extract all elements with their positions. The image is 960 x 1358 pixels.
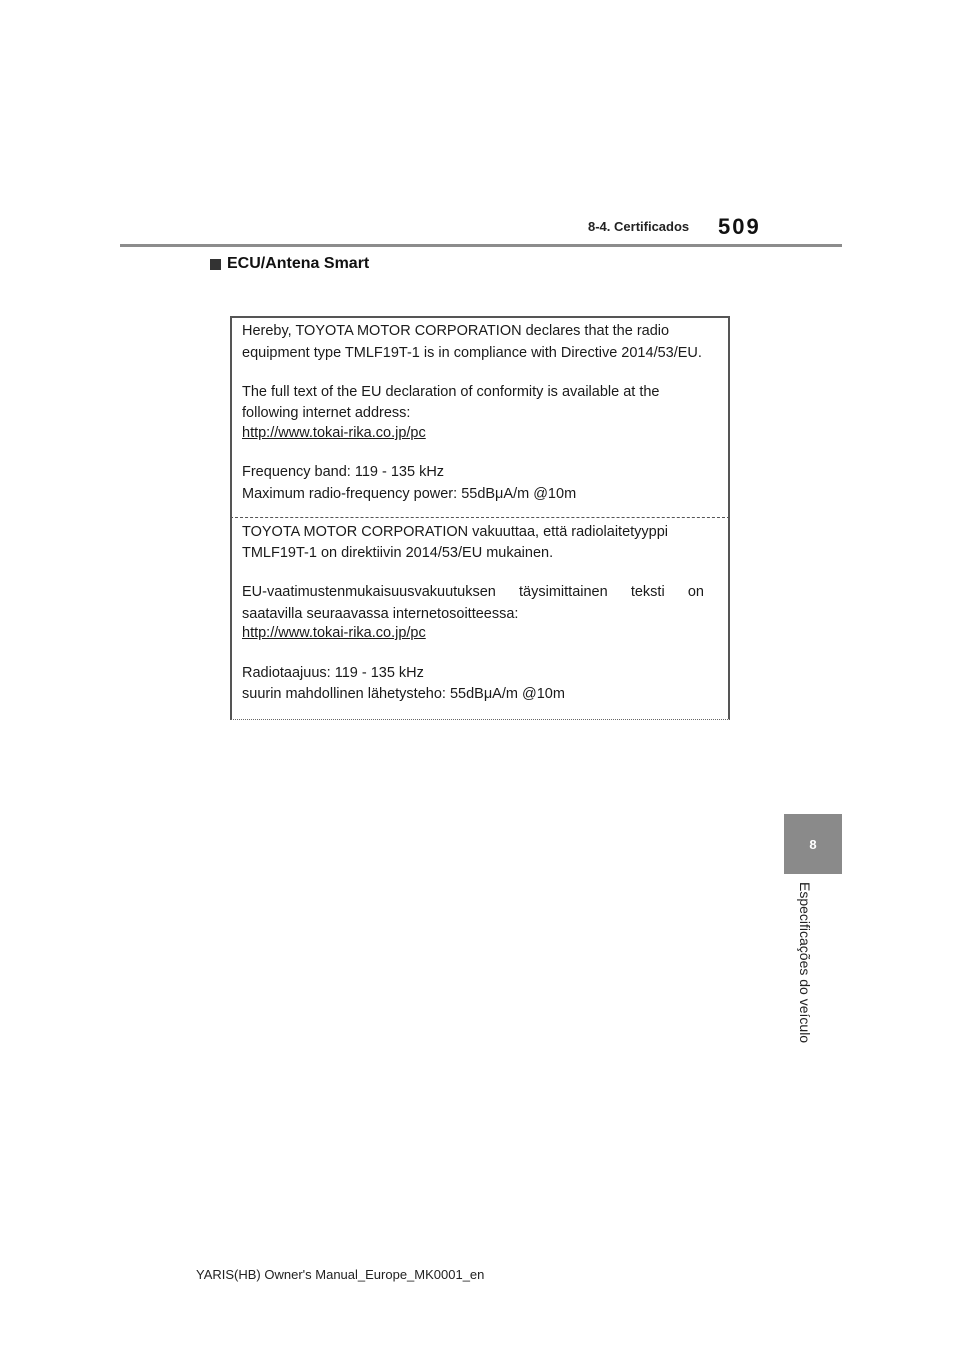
- en-url-link[interactable]: http://www.tokai-rika.co.jp/pc: [242, 425, 426, 441]
- fi-conformity-line1: [242, 584, 704, 600]
- page-number: 509: [718, 214, 761, 239]
- chapter-tab-label: Especificações do veículo: [797, 882, 813, 1044]
- en-conformity-line1: The full text of the EU declaration of conformity is available at the: [242, 384, 660, 400]
- fi-conformity-word: täysimittainen: [519, 584, 608, 600]
- fi-conformity-line2: saatavilla seuraavassa internetosoitteessa:: [242, 606, 519, 622]
- header-divider: [120, 244, 842, 247]
- fi-frequency-band: Radiotaajuus: 119 - 135 kHz: [242, 665, 424, 681]
- chapter-tab-number: 8: [809, 836, 817, 852]
- fi-conformity-word: teksti: [630, 584, 665, 600]
- section-reference: 8-4. Certificados: [588, 219, 690, 234]
- en-declaration-line2: equipment type TMLF19T-1 is in compliance with Directive 2014/53/EU.: [242, 345, 702, 361]
- certificate-box: [230, 316, 730, 720]
- fi-max-power: suurin mahdollinen lähetysteho: 55dBμA/m @10m: [242, 686, 565, 702]
- square-bullet-icon: [210, 259, 221, 270]
- fi-conformity-word: on: [687, 584, 704, 600]
- section-heading-text: ECU/Antena Smart: [227, 255, 370, 272]
- en-conformity-line2: following internet address:: [242, 405, 411, 421]
- section-heading: [210, 255, 369, 273]
- fi-declaration-line2: TMLF19T-1 on direktiivin 2014/53/EU mukainen.: [242, 545, 554, 561]
- en-max-power: Maximum radio-frequency power: 55dBμA/m @10m: [242, 486, 577, 502]
- certificate-language-divider: [230, 517, 730, 518]
- fi-url-link[interactable]: http://www.tokai-rika.co.jp/pc: [242, 625, 426, 641]
- en-frequency-band: Frequency band: 119 - 135 kHz: [242, 464, 445, 480]
- fi-declaration-line1: TOYOTA MOTOR CORPORATION vakuuttaa, että radiolaitetyyppi: [242, 524, 669, 540]
- fi-conformity-word: EU-vaatimustenmukaisuusvakuutuksen: [242, 584, 496, 600]
- footer-manual-id: YARIS(HB) Owner's Manual_Europe_MK0001_en: [196, 1267, 485, 1282]
- en-declaration-line1: Hereby, TOYOTA MOTOR CORPORATION declares that the radio: [242, 323, 670, 339]
